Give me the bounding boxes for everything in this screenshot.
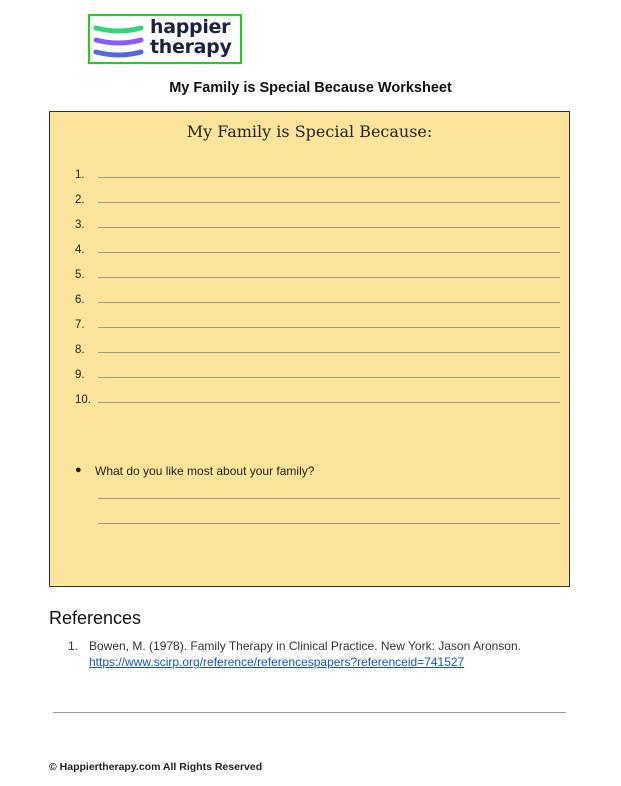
reference-citation: Bowen, M. (1978). Family Therapy in Clinical Practice. New York: Jason Aronson. <box>89 639 521 653</box>
bullet-icon: ● <box>75 464 82 476</box>
reference-entry <box>89 638 569 670</box>
logo-waves-icon <box>93 22 145 60</box>
line-number: 10. <box>75 394 91 406</box>
answer-line-8[interactable] <box>50 340 569 360</box>
writing-line <box>98 302 560 303</box>
question-answer-line-1[interactable] <box>98 498 560 499</box>
line-number: 2. <box>75 194 85 206</box>
writing-line <box>98 252 560 253</box>
writing-line <box>98 277 560 278</box>
line-number: 1. <box>75 169 85 181</box>
answer-line-4[interactable] <box>50 240 569 260</box>
happier-therapy-logo <box>88 14 242 64</box>
line-number: 3. <box>75 219 85 231</box>
answer-line-7[interactable] <box>50 315 569 335</box>
answer-line-10[interactable] <box>50 390 569 410</box>
references-heading: References <box>49 608 142 628</box>
worksheet-heading: My Family is Special Because: <box>186 122 433 141</box>
reference-link[interactable]: https://www.scirp.org/reference/referencespapers?referenceid=741527 <box>89 655 465 669</box>
line-number: 4. <box>75 244 85 256</box>
answer-line-3[interactable] <box>50 215 569 235</box>
line-number: 5. <box>75 269 85 281</box>
worksheet-panel <box>49 111 570 587</box>
footer-copyright: © Happiertherapy.com All Rights Reserved <box>49 761 263 773</box>
question-answer-line-2[interactable] <box>98 523 560 524</box>
writing-line <box>98 202 560 203</box>
logo-word-therapy: therapy <box>150 36 232 58</box>
answer-line-1[interactable] <box>50 165 569 185</box>
answer-line-2[interactable] <box>50 190 569 210</box>
writing-line <box>98 227 560 228</box>
writing-line <box>98 177 560 178</box>
answer-line-6[interactable] <box>50 290 569 310</box>
writing-line <box>98 402 560 403</box>
line-number: 8. <box>75 344 85 356</box>
answer-line-5[interactable] <box>50 265 569 285</box>
writing-line <box>98 327 560 328</box>
logo-word-happier: happier <box>150 16 231 38</box>
writing-line <box>98 377 560 378</box>
writing-line <box>98 352 560 353</box>
line-number: 6. <box>75 294 85 306</box>
line-number: 9. <box>75 369 85 381</box>
footer-divider <box>53 712 566 713</box>
reference-number: 1. <box>68 639 79 653</box>
answer-line-9[interactable] <box>50 365 569 385</box>
line-number: 7. <box>75 319 85 331</box>
document-title: My Family is Special Because Worksheet <box>169 80 452 96</box>
question-text: What do you like most about your family? <box>95 464 315 478</box>
